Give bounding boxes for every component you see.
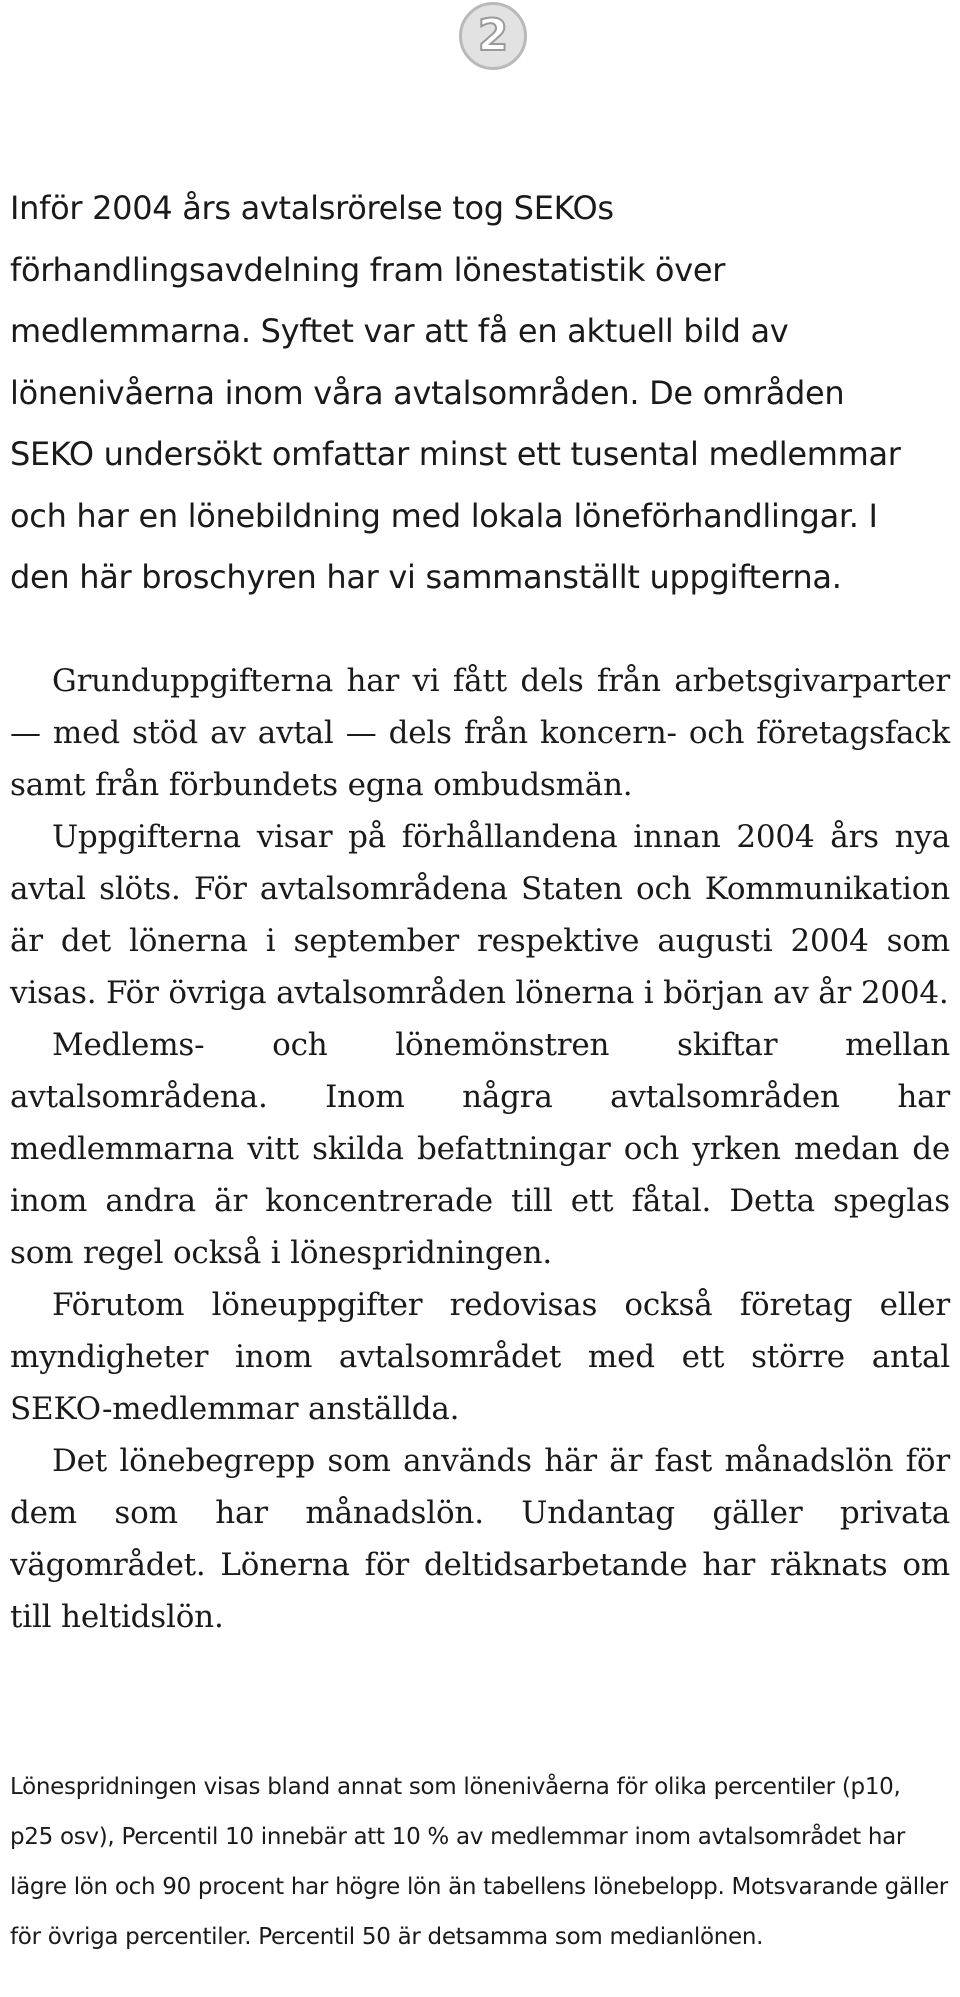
- page-number-badge: [459, 2, 527, 70]
- body-text: [10, 655, 950, 1643]
- body-paragraph: Förutom löneuppgifter redovisas också företag eller myndigheter inom avtalsområdet med ett större antal SEKO-medlemmar anställda.: [10, 1287, 950, 1427]
- body-paragraph: Grunduppgifterna har vi fått dels från arbetsgivarparter — med stöd av avtal — dels från koncern- och företagsfack samt från förbundets egna ombudsmän.: [10, 663, 950, 803]
- body-paragraph: Uppgifterna visar på förhållandena innan 2004 års nya avtal slöts. För avtalsområdena Staten och Kommunikation är det lönerna i september respektive augusti 2004 som visas. För övriga avtalsområden lönerna i början av år 2004.: [10, 819, 950, 1011]
- page-number: 2: [477, 10, 509, 61]
- percentile-note: Lönespridningen visas bland annat som lönenivåerna för olika percentiler (p10, p25 osv), Percentil 10 innebär att 10 % av medlemmar inom avtalsområdet har lägre lön och 90 procent har högre lön än tabellens lönebelopp. Motsvarande gäller för övriga percentiler. Percentil 50 är detsamma som medianlönen.: [10, 1774, 948, 1950]
- body-paragraph: Det lönebegrepp som används här är fast månadslön för dem som har månadslön. Undantag gäller privata vägområdet. Lönerna för deltidsarbetande har räknats om till heltidslön.: [10, 1443, 950, 1635]
- body-paragraph: Medlems- och lönemönstren skiftar mellan avtalsområdena. Inom några avtalsområden har medlemmarna vitt skilda befattningar och yrken medan de inom andra är koncentrerade till ett fåtal. Detta speglas som regel också i lönespridningen.: [10, 1027, 950, 1271]
- intro-paragraph: Inför 2004 års avtalsrörelse tog SEKOs förhandlingsavdelning fram lönestatistik över medlemmarna. Syftet var att få en aktuell bild av lönenivåerna inom våra avtalsområden. De områden SEKO undersökt omfattar minst ett tusental medlemmar och har en lönebildning med lokala löneförhandlingar. I den här broschyren har vi sammanställt uppgifterna.: [10, 189, 901, 596]
